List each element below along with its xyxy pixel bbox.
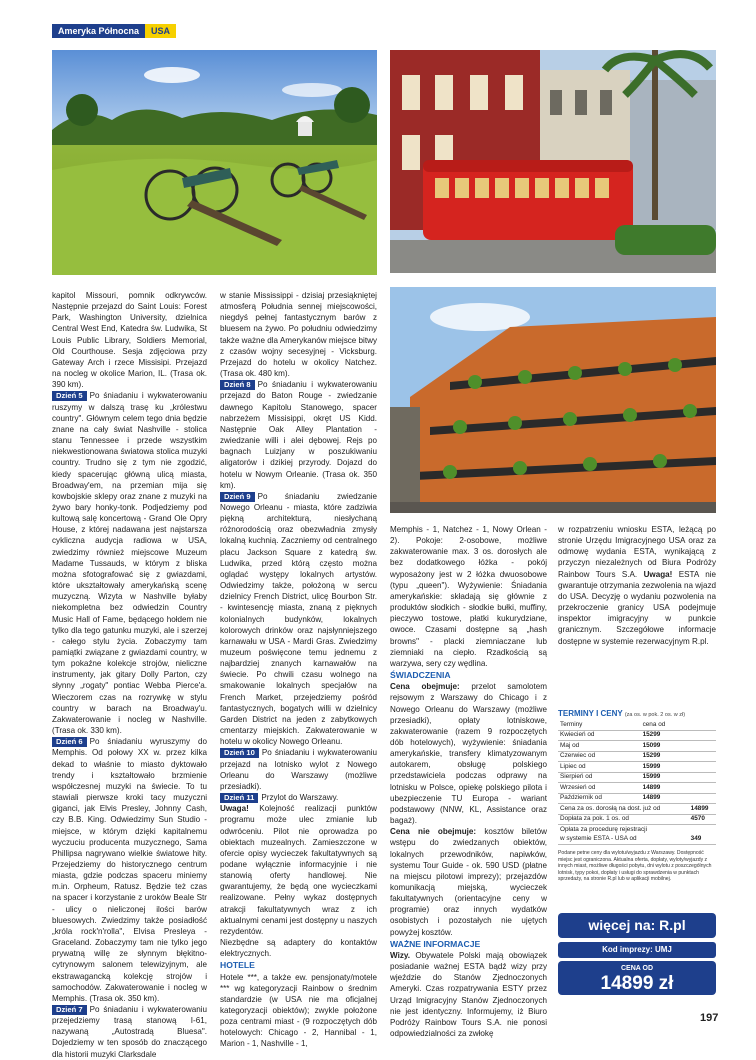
table-row: Październik od 14899 — [558, 793, 716, 804]
table-row: Wrzesień od 14899 — [558, 783, 716, 794]
esta-paragraph: w rozpatrzeniu wniosku ESTA, leżącą po stronie Urzędu Imigracyjnego USA oraz za odmowę wydania ESTA, wynikającą z przyczyn niezależnych od Biura Podróży Rainbow Tours S.A. Uwaga! ESTA nie gwarantuje otrzymania zezwolenia na wjazd do USA. Decyzję o wydaniu pozwolenia na przekroczenie granicy USA podejmuje inspektor imigracyjny w punkcie granicznym. Szczegółowe informacje dostępne w systemie rezerwacyjnym R.pl. — [558, 525, 716, 646]
table-row-extra: Cena za os. dorosłą na dost. już od 14899 — [558, 804, 716, 815]
tour-code-badge: Kod imprezy: UMJ — [558, 942, 716, 958]
region-label: Ameryka Północna — [52, 24, 145, 38]
country-label: USA — [145, 24, 176, 38]
section-heading-important-info: WAŻNE INFORMACJE — [390, 938, 481, 949]
day-badge: Dzień 5 — [52, 391, 87, 401]
day-badge: Dzień 6 — [52, 737, 87, 747]
day-9-paragraph: Dzień 9 Po śniadaniu zwiedzanie Nowego Orleanu - miasta, które zadziwia piękną architekturą, niesłychaną różnorodością oraz obezwładnia zmysły lokalną kuchnią. Zaczniemy od centralnego placu Jackson Square z katedrą św. Ludwika, przed którą często można oglądać występy lokalnych artystów. Odwiedzimy także, położoną w sercu dzielnicy French District, ulicę Bourbon Str. - kwintesencję miasta, znaną z pięknych kolonialnych budynków, lokalnych kolorowych drinków oraz najsłynniejszego karnawału w USA - Mardi Gras. Zwiedzimy muzeum poświęcone temu jednemu z najbardziej znanych karnawałów na świecie. Po chwili czasu wolnego na smakowanie lokalnych specjałów na French Market, przejedziemy pośród fantastycznych, bogatych willi w dzielnicy Garden District na jeden z zabytkowych cmentarzy miejskich. Zakwaterowanie w hotelu w okolicy Nowego Orleanu. — [220, 491, 377, 747]
table-row-extra: Dopłata za pok. 1 os. od 4570 — [558, 814, 716, 825]
table-row: Kwiecień od 15299 — [558, 730, 716, 741]
photo-battlefield-cannons — [52, 50, 377, 275]
text-column-3 — [390, 524, 547, 1039]
day-badge: Dzień 7 — [52, 1005, 87, 1015]
col2-paragraph: w stanie Mississippi - dzisiaj przesiąkniętej atmosferą Południa sennej miejscowości, niegdyś pełnej fantastycznym barów z bluesem na żywo. Po południu odwiedzimy także ważne dla Amerykanów miejsce bitwy z czasów wojny secesyjnej - Vicksburg. Przejazd do hotelu w okolicy Natchez. (Trasa ok. 480 km). — [220, 291, 377, 379]
table-row: Maj od 15099 — [558, 741, 716, 752]
price-includes-paragraph: Cena obejmuje: przelot samolotem rejsowym z Warszawy do Chicago i z Nowego Orleanu do Warszawy (możliwe przesiadki), opłaty lotniskowe, zakwaterowanie (razem 9 rozpoczętych dób hotelowych), wyżywienie: śniadania amerykańskie, transfery klimatyzowanym autokarem, obsługę polskiego przedstawiciela podczas odprawy na lotnisku w Polsce, opiekę polskiego pilota i ubezpieczenie TU Europa - wariant podstawowy (NNW, KL, Assistance oraz bagaż). — [390, 682, 547, 826]
table-row-extra: Opłata za procedurę rejestracji — [560, 825, 648, 833]
region-tag — [52, 24, 176, 38]
day-8-paragraph: Dzień 8 Po śniadaniu i wykwaterowaniu przejazd do Baton Rouge - zwiedzanie dawnego Kapitolu Stanowego, spacer nabrzeżem Missisippi, okręt US Kidd. Następnie Oak Alley Plantation - zwiedzanie willi i alei dębowej. Rejs po bagnach Luizjany w poszukiwaniu aligatorów i dzikiej przyrody. Dojazd do hotelu w Nowym Orleanie. (Trasa ok. 350 km). — [220, 380, 377, 490]
text-column-4 — [558, 524, 716, 647]
hotels-paragraph: Hotele ***, a także ew. pensjonaty/motele *** wg kategoryzacji Rainbow o średnim standardzie (w USA nie ma oficjalnej kategoryzacji obiektów); zwykle położone poza centrami miast - (9 rozpoczętych dób hotelowych: Chicago - 2, Hannibal - 1, Marion - 1, Nashville - 1, — [220, 972, 377, 1049]
notice-paragraph: Uwaga! Kolejność realizacji punktów programu może ulec zmianie lub odwróceniu. Pilot nie oprowadza po obiektach muzealnych. Zamieszczone w ofercie opisy wycieczek fakultatywnych są podane wyłącznie informacyjnie i nie stanowią oferty handlowej. Nie gwarantujemy, że będą one wycieczkami realizowane. Pełny wykaz dostępnych atrakcji fakultatywnych wraz z ich aktualnymi cenami jest dostępny u naszych rezydentów. — [220, 804, 377, 936]
day-11-paragraph: Dzień 11 Przylot do Warszawy. — [220, 792, 377, 803]
day-badge: Dzień 10 — [220, 748, 259, 758]
day-6-paragraph: Dzień 6 Po śniadaniu wyruszymy do Memphis. Od połowy XX w. przez kilka dekad to właśnie to miasto dyktowało trendy i kształtowało brzmienie współczesnej muzyki na świecie. To tu stawiali pierwsze kroki tacy muzyczni giganci, jak Elvis Presley, Johnny Cash, czy B.B. King. Odwiedzimy Sun Studio - miejsce, w którym dzięki kapitalnemu wyczuciu producenta muzycznego, Sama Phillipsa nagrywano wielkie światowe hity. Przejedziemy do historycznego centrum miasta, gdzie podczas spaceru miniemy m.in. Orpheum, Ratusz. Będzie też czas na spacer i korzystanie z uroków Beale Str - ulicy o nieliczonej ilości barów bluesowych. Zwiedzimy także posiadłość „króla rock'n'rolla", Elvisa Presleya - Graceland. Zobaczymy tam nie tylko jego prywatną willę ze słynnym błękitno-cytrynowym salonem telewizyjnym, ale ekstrawagancką kolekcję strojów i samochodów. Zakwaterowanie i nocleg w Memphis. (Trasa ok. 350 km). — [52, 737, 207, 1003]
price-excludes-paragraph: Cena nie obejmuje: kosztów biletów wstępu do zwiedzanych obiektów, lokalnych przewodników, napiwków, systemu Tour Guide - ok. 590 USD (płatne na miejscu pilotowi imprezy); przejazdów komunikacją miejską, wycieczek fakultatywnych (orientacyjne ceny w programie) oraz innych wydatków osobistych i pozostałych nie ujętych powyżej kosztów. — [390, 827, 548, 937]
photo-french-quarter-balconies — [390, 287, 716, 513]
table-header-row: Terminy cena od — [558, 720, 716, 730]
price-from-box — [558, 961, 716, 995]
price-from-value: 14899 zł — [600, 973, 674, 994]
col1-paragraph: kapitol Missouri, pomnik odkrywców. Następnie przejazd do Saint Louis: Forest Park, Washington University, dzielnica Central West End, Katedra św. Ludwika, St Louis Public Library, Soldiers Memorial, Old Courthouse. Sesja zdjęciowa przy Gateway Arch i rzece Missisipi. Przejazd na nocleg w okolice Marion, IL. (Trasa ok. 390 km). — [52, 291, 207, 390]
section-heading-benefits: ŚWIADCZENIA — [390, 670, 451, 681]
table-row: Czerwiec od 15299 — [558, 751, 716, 762]
table-row: Lipiec od 15999 — [558, 762, 716, 773]
photo-red-streetcar — [390, 50, 716, 273]
section-heading-hotels: HOTELE — [220, 960, 255, 971]
day-badge: Dzień 9 — [220, 492, 255, 502]
page-number: 197 — [700, 1012, 719, 1024]
price-table-title: TERMINY I CENY (za os. w pok. 2 os. w zł) — [558, 709, 686, 718]
table-row: Sierpień od 15999 — [558, 772, 716, 783]
rooms-paragraph: Memphis - 1, Natchez - 1, Nowy Orlean - 2). Pokoje: 2-osobowe, możliwe zakwaterowanie max. 3 os. dorosłych ale bez dodatkowego łóżka - pokój wyposażony jest w 2 łóżka dwuosobowe (typu „queen"). Wyżywienie: Śniadania amerykańskie: składają się głównie z produktów słodkich - słodkie bułki, muffiny, pieczywo tostowe, płatki kukurydziane, owoce. Czasami dostępne są „hash browns" - placki ziemniaczane lub ziemniaki na ciepło. Rzadkością są warzywa, sery czy wędlina. — [390, 525, 547, 668]
more-info-button[interactable]: więcej na: R.pl — [558, 913, 716, 938]
visa-paragraph: Wizy. Obywatele Polski mają obowiązek posiadanie ważnej ESTA bądź wizy przy wjeździe do Stanów Zjednoczonych Ameryki. Czas rozpatrywania ESTY przez Urząd Imigracyjny Stanów Zjednoczonych nie jest identyczny. Informujemy, iż Biuro Podróży Rainbow Tours S.A. nie ponosi odpowiedzialności za zwłokę — [390, 950, 547, 1039]
day-7-paragraph: Dzień 7 Po śniadaniu i wykwaterowaniu przejedziemy trasą stanową I-61, nazywaną „Autostradą Bluesa". Dojedziemy w ten sposób do znaczącego dla historii muzyki Clarksdale — [52, 1005, 207, 1059]
text-column-2 — [220, 290, 377, 1050]
price-table — [558, 709, 716, 883]
day-10-paragraph: Dzień 10 Po śniadaniu i wykwaterowaniu przejazd na lotnisko wylot z Nowego Orleanu do Warszawy (możliwe przesiadki). — [220, 748, 377, 791]
day-badge: Dzień 11 — [220, 793, 258, 803]
price-footnote: Podane petne ceny dla wylotu/wyjazdu z Warszawy. Dostępność miejsc jest ograniczona. Aktualna oferta, dopłaty, wyloty/wyjazdy z innych miast, możliwe długości pobytu, dni wylotu z poszczególnych lotnisk, typy pokoi, dopłaty i usługi do sprawdzenia w punktach sprzedaży, na stronie R.pl lub w aplikacji mobilnej. — [558, 850, 712, 883]
adapter-paragraph: Niezbędne są adaptery do kontaktów elektrycznych. — [220, 938, 377, 959]
day-5-paragraph: Dzień 5 Po śniadaniu i wykwaterowaniu ruszymy w dalszą trasę ku „królestwu country". Głównym celem tego dnia będzie znane na cały świat Nashville - stolica stanu Tennessee i przede wszystkim niekwestionowana światowa stolica muzyki country. Trudno się z tym nie zgodzić, kiedy spacerując główną ulicą miasta, Broadway'em, na przemian mija się kowbojskie sklepy oraz znane z muzyki na żywo bary honky-tonk. Podjedziemy pod kultową salę koncertową - Grand Ole Opry House, z której nadawana jest najstarsza cykliczna audycja radiowa w USA, zwiedzimy również miejscowe Muzeum Madame Tussauds, w którym z bliska można sfotografować się z gwiazdami, które ukształtowały amerykańską scenę muzyczną. Wizyta w Nashville byłaby niekompletna bez odwiedzin Country Music Hall of Fame, będącego hołdem nie tylko dla tego gatunku muzyki, ale i szerzej - całego stylu życia. Zobaczymy tam pamiątki związane z gwiazdami country, w tym pokaźne kolekcje strojów, nieliczne instrumenty, jak gitary Dolly Parton, czy słynny „rogaty" pontiac Webba Pierce'a. Wieczorem czas na rozrywkę w stylu country w barach na Broadway'u. Zakwaterowanie i nocleg w Nashville. (Trasa ok. 330 km). — [52, 391, 207, 736]
text-column-1 — [52, 290, 207, 1060]
price-from-label: CENA OD — [620, 965, 654, 972]
table-row-extra: w systemie ESTA - USA od 349 — [558, 835, 716, 845]
day-badge: Dzień 8 — [220, 380, 255, 390]
